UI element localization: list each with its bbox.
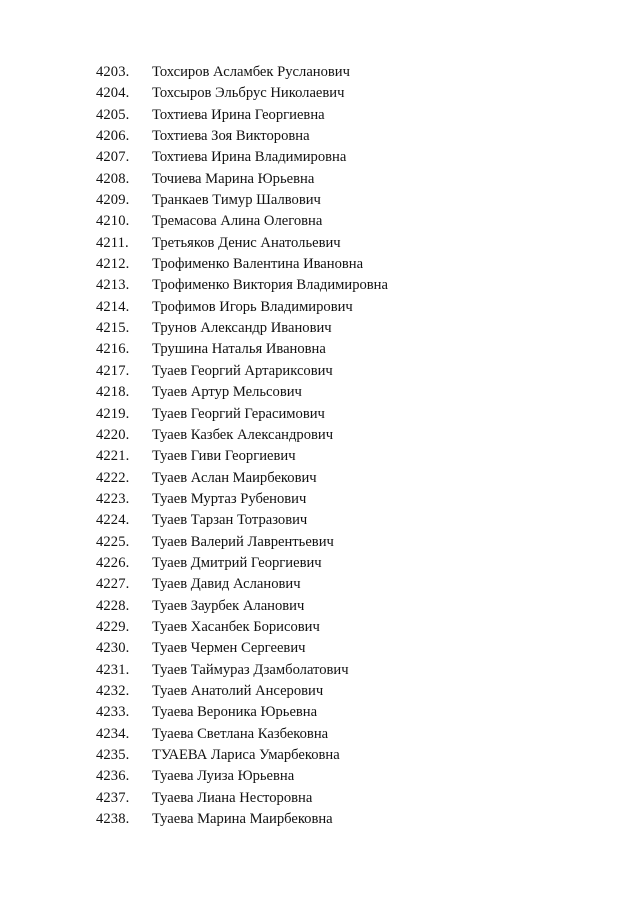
list-item — [96, 809, 388, 830]
entry-name: Туаев Казбек Александрович — [152, 426, 334, 443]
entry-number: 4228. — [96, 597, 130, 614]
list-item — [96, 83, 388, 104]
list-item — [96, 681, 388, 702]
list-item — [96, 489, 388, 510]
entry-number: 4217. — [96, 362, 130, 379]
entry-name: Туаева Вероника Юрьевна — [152, 704, 318, 721]
list-item — [96, 169, 388, 190]
list-item — [96, 553, 388, 574]
entry-number: 4227. — [96, 576, 130, 593]
entry-name: Туаева Светлана Казбековна — [152, 725, 329, 742]
entry-name: Тохтиева Зоя Викторовна — [152, 128, 310, 145]
entry-number: 4235. — [96, 747, 130, 763]
list-item — [96, 339, 388, 360]
entry-number: 4226. — [96, 554, 130, 571]
list-item — [96, 660, 388, 681]
entry-name: Туаев Тарзан Тотразович — [152, 512, 308, 529]
list-item — [96, 275, 388, 296]
list-item — [96, 574, 388, 595]
entry-number: 4214. — [96, 298, 130, 315]
list-item — [96, 190, 388, 211]
entry-name: Туаева Марина Маирбековна — [152, 811, 333, 828]
entry-name: Туаев Аслан Маирбекович — [152, 469, 317, 486]
entry-name: Тохсыров Эльбрус Николаевич — [152, 85, 345, 102]
entry-number: 4238. — [96, 811, 130, 828]
entry-name: Туаев Георгий Артариксович — [152, 362, 333, 379]
list-item — [96, 105, 388, 126]
entry-name: Точиева Марина Юрьевна — [152, 170, 315, 187]
list-item — [96, 446, 388, 467]
entry-number: 4218. — [96, 384, 130, 401]
list-item — [96, 532, 388, 553]
entry-name: Транкаев Тимур Шалвович — [152, 192, 321, 209]
list-item — [96, 638, 388, 659]
entry-name: Тремасова Алина Олеговна — [152, 213, 323, 230]
list-item — [96, 126, 388, 147]
entry-number: 4205. — [96, 106, 130, 123]
list-item — [96, 617, 388, 638]
entry-number: 4224. — [96, 512, 130, 529]
entry-name: Туаева Лиана Несторовна — [152, 789, 313, 806]
entry-number: 4234. — [96, 725, 130, 742]
list-item — [96, 596, 388, 617]
list-item — [96, 724, 388, 745]
list-item — [96, 254, 388, 275]
entry-name: Туаев Артур Мельсович — [152, 384, 302, 401]
entry-number: 4230. — [96, 640, 130, 657]
list-item — [96, 211, 388, 232]
entry-number: 4203. — [96, 64, 130, 80]
entry-name: Тохтиева Ирина Владимировна — [152, 149, 347, 166]
entry-number: 4212. — [96, 256, 130, 273]
entry-number: 4213. — [96, 277, 130, 294]
entry-name: Туаев Анатолий Ансерович — [152, 682, 324, 699]
entry-number: 4225. — [96, 533, 130, 550]
entry-number: 4215. — [96, 320, 130, 337]
list-item — [96, 62, 388, 83]
entry-number: 4204. — [96, 85, 130, 102]
entry-number: 4232. — [96, 682, 130, 699]
entry-name: Туаев Дмитрий Георгиевич — [152, 554, 322, 571]
entry-number: 4219. — [96, 405, 130, 422]
entry-name: Туаев Чермен Сергеевич — [152, 640, 306, 657]
entry-number: 4231. — [96, 661, 130, 678]
list-item — [96, 382, 388, 403]
list-item — [96, 468, 388, 489]
entry-number: 4209. — [96, 192, 130, 209]
entry-number: 4216. — [96, 341, 130, 358]
entry-name: Туаев Георгий Герасимович — [152, 405, 325, 422]
entry-name: Туаев Муртаз Рубенович — [152, 490, 307, 507]
entry-name: Туаев Давид Асланович — [152, 576, 301, 593]
entry-number: 4220. — [96, 426, 130, 443]
list-item — [96, 147, 388, 168]
list-item — [96, 404, 388, 425]
entry-number: 4210. — [96, 213, 130, 230]
entry-name: Трушина Наталья Ивановна — [152, 341, 326, 358]
list-item — [96, 233, 388, 254]
entry-name: Тохтиева Ирина Георгиевна — [152, 106, 325, 123]
entry-name: Трофимов Игорь Владимирович — [152, 298, 353, 315]
entry-number: 4223. — [96, 490, 130, 507]
entry-name: Туаев Валерий Лаврентьевич — [152, 533, 334, 550]
list-item — [96, 297, 388, 318]
name-list — [96, 62, 388, 830]
entry-name: Трунов Александр Иванович — [152, 320, 332, 337]
entry-name: Туаев Заурбек Аланович — [152, 597, 305, 614]
entry-number: 4236. — [96, 768, 130, 785]
entry-name: ТУАЕВА Лариса Умарбековна — [152, 747, 340, 763]
list-item — [96, 766, 388, 787]
list-item — [96, 788, 388, 809]
entry-name: Туаев Хасанбек Борисович — [152, 618, 320, 635]
list-item — [96, 361, 388, 382]
entry-number: 4237. — [96, 789, 130, 806]
entry-number: 4221. — [96, 448, 130, 465]
entry-name: Третьяков Денис Анатольевич — [152, 234, 341, 251]
list-item — [96, 425, 388, 446]
list-item — [96, 702, 388, 723]
entry-name: Трофименко Виктория Владимировна — [152, 277, 388, 294]
entry-number: 4222. — [96, 469, 130, 486]
entry-number: 4229. — [96, 618, 130, 635]
entry-number: 4233. — [96, 704, 130, 721]
list-item — [96, 510, 388, 531]
list-item — [96, 745, 388, 766]
entry-number: 4207. — [96, 149, 130, 166]
entry-number: 4211. — [96, 234, 129, 251]
list-item — [96, 318, 388, 339]
entry-name: Туаев Таймураз Дзамболатович — [152, 661, 349, 678]
entry-name: Туаева Луиза Юрьевна — [152, 768, 295, 785]
entry-number: 4208. — [96, 170, 130, 187]
entry-number: 4206. — [96, 128, 130, 145]
entry-name: Трофименко Валентина Ивановна — [152, 256, 364, 273]
entry-name: Туаев Гиви Георгиевич — [152, 448, 296, 465]
entry-name: Тохсиров Асламбек Русланович — [152, 64, 350, 80]
